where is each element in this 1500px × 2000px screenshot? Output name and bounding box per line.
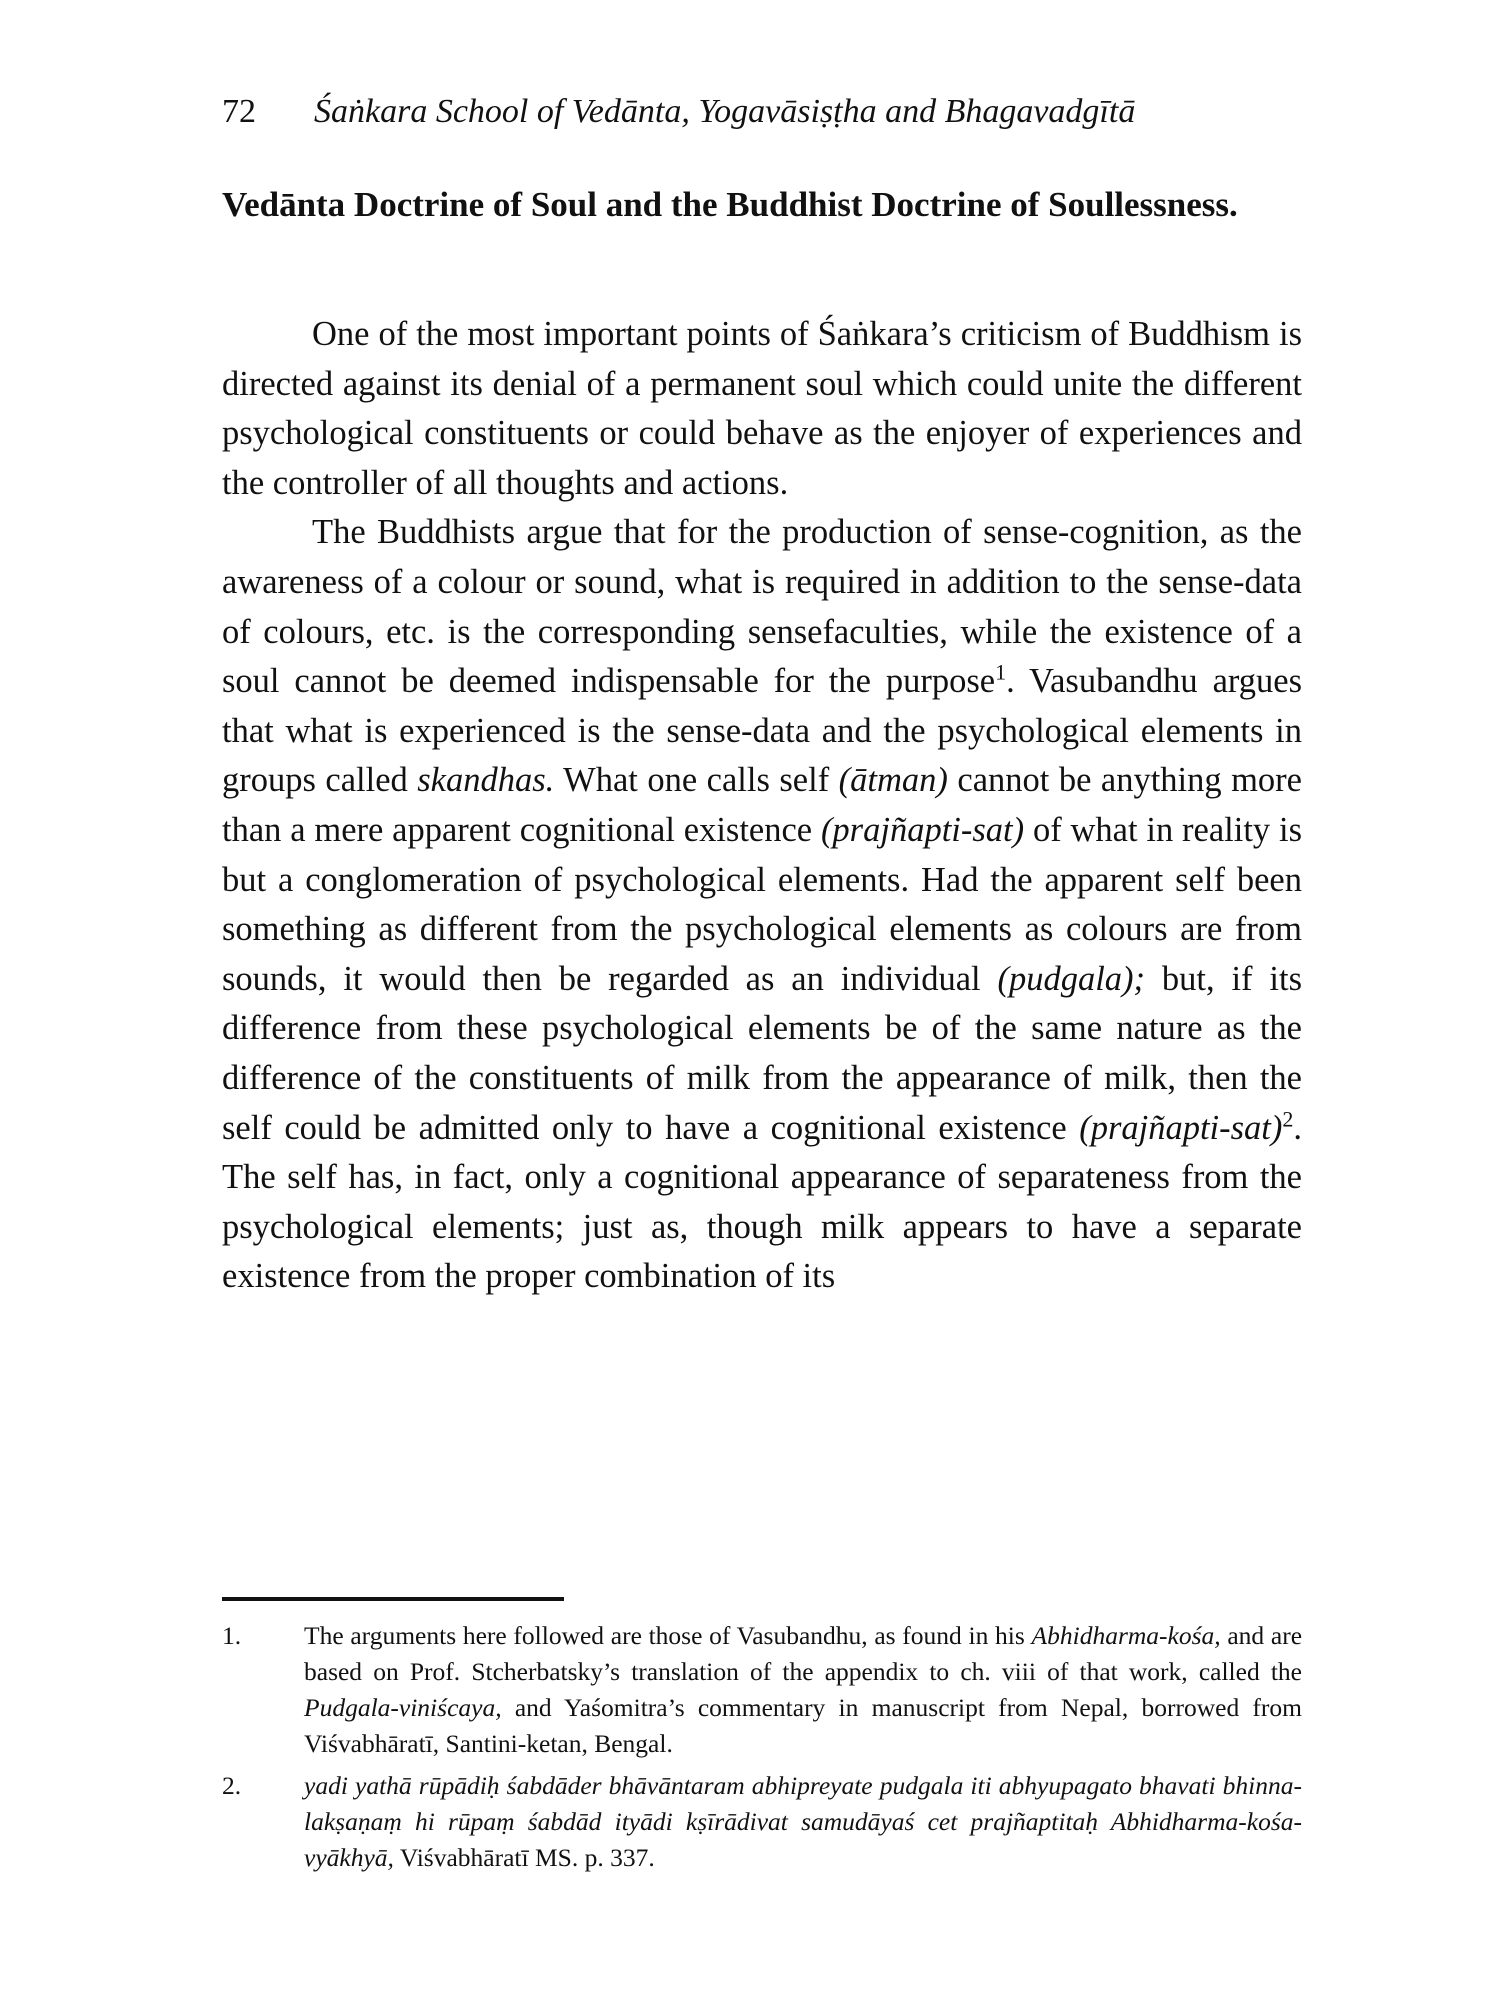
text-run: cannot be anything more than a mere apparent cognitional existence	[222, 761, 1302, 849]
section-title: Vedānta Doctrine of Soul and the Buddhist Doctrine of Soullessness.	[222, 185, 1238, 224]
manuscript-reference: Viśvabhāratī MS. p. 337.	[399, 1843, 655, 1872]
text-run: of what in reality is but a conglomeration of psychological elements. Had the apparent self been something as different from the psychological elements as colours are from sounds, it would then be regarded as an individual	[222, 810, 1302, 998]
footnotes	[222, 1618, 1302, 1882]
term-atman: (ātman)	[838, 761, 948, 800]
footnote-number: 1.	[222, 1621, 242, 1650]
footnote-text: The arguments here followed are those of Vasubandhu, as found in his	[304, 1621, 1025, 1650]
term-prajnapti-sat: (prajñapti-sat)	[820, 810, 1025, 849]
paragraph-2	[222, 508, 1302, 1302]
term-prajnapti-sat: (prajñapti-sat)	[1079, 1108, 1283, 1147]
work-title-pudgala-viniscaya: Pudgala-viniścaya,	[304, 1693, 502, 1722]
work-title-abhidharma-kosa: Abhidharma-kośa,	[1031, 1621, 1221, 1650]
running-header	[222, 92, 1302, 132]
footnote-2	[222, 1768, 1302, 1876]
text-run: but, if its difference from these psychological elements be of the same nature as the difference of the constituents of milk from the appearance of milk, then the self could be admitted only to have a cognitional existence	[222, 959, 1302, 1147]
footnote-rule	[222, 1597, 564, 1601]
text-run: . Vasubandhu argues that what is experienced is the sense-data and the psychological elements in groups called	[222, 662, 1302, 800]
term-skandhas: skandhas.	[417, 761, 555, 800]
footnote-number: 2.	[222, 1771, 242, 1800]
term-pudgala: (pudgala);	[997, 959, 1146, 998]
running-title: Śaṅkara School of Vedānta, Yogavāsiṣṭha and Bhagavadgītā	[314, 93, 1136, 130]
footnote-text: and are based on Prof. Stcherbatsky’s translation of the appendix to ch. viii of that work, called the	[304, 1621, 1303, 1686]
sanskrit-quotation: yadi yathā rūpādiḥ śabdāder bhāvāntaram abhipreyate pudgala iti abhyupagato bhavati bhinna-lakṣaṇaṃ hi rūpaṃ śabdād ityādi kṣīrādivat samudāyaś cet prajñaptitaḥ Abhidharma-kośa-vyākhyā,	[304, 1771, 1302, 1872]
text-run: The Buddhists argue that for the production of sense-cognition, as the awareness of a colour or sound, what is required in addition to the sense-data of colours, etc. is the corresponding sensefaculties, while the existence of a soul cannot be deemed indispensable for the purpose	[222, 513, 1302, 701]
footnote-ref-1: 1	[995, 659, 1007, 685]
paragraph-1: One of the most important points of Śaṅkara’s criticism of Buddhism is directed against its denial of a permanent soul which could unite the different psychological constituents or could behave as the enjoyer of experiences and the controller of all thoughts and actions.	[222, 315, 1302, 502]
footnote-ref-2: 2	[1282, 1106, 1294, 1131]
text-run: . The self has, in fact, only a cognitional appearance of separateness from the psychological elements; just as, though milk appears to have a separate existence from the proper combination of its	[222, 1108, 1302, 1296]
page-number: 72	[222, 93, 256, 130]
text-run: What one calls self	[563, 761, 830, 800]
body-text	[222, 310, 1302, 1302]
footnote-text: and Yaśomitra’s commentary in manuscript from Nepal, borrowed from Viśvabhāratī, Santini-ketan, Bengal.	[304, 1693, 1302, 1758]
footnote-1	[222, 1618, 1302, 1762]
